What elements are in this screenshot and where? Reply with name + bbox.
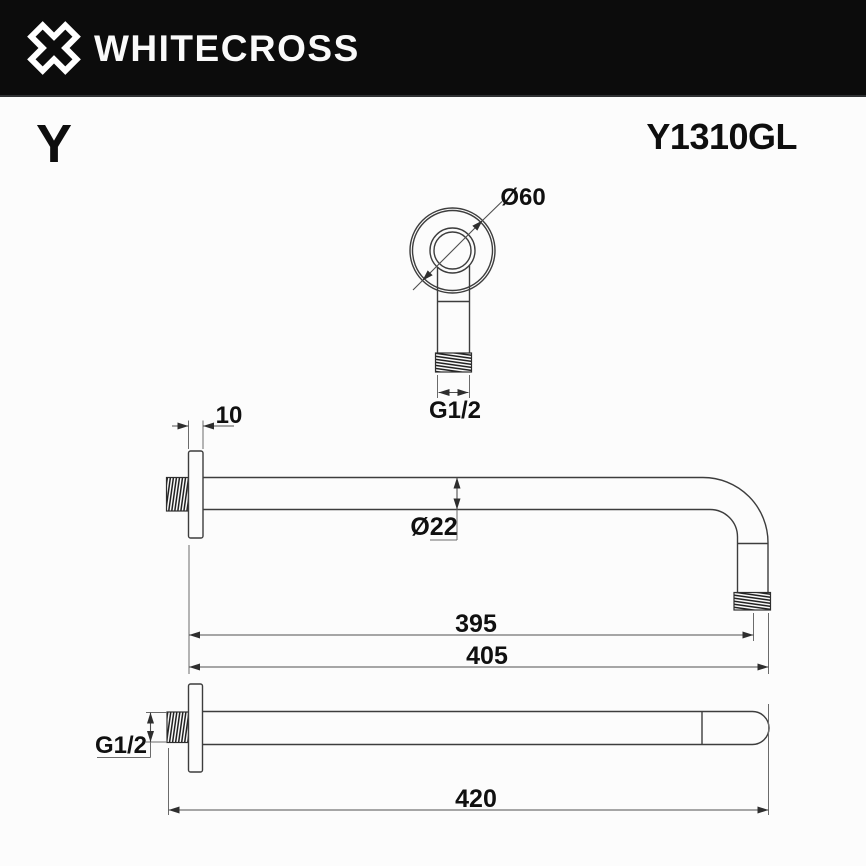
dim-label-thread-top: G1/2 [428, 397, 482, 424]
thread-hatch [734, 593, 771, 611]
model-code: Y1310GL [646, 116, 797, 157]
wall-flange [189, 684, 203, 772]
thread-hatch [167, 478, 189, 512]
dim-label-diameter-60: Ø60 [500, 184, 546, 211]
thread-hatch [436, 353, 472, 372]
dim-label-flange-thickness: 10 [215, 402, 243, 429]
top-view-escutcheon [410, 202, 502, 399]
brand-name: WHITECROSS [94, 27, 360, 69]
dim-label-395: 395 [455, 610, 497, 638]
dim-label-405: 405 [466, 642, 508, 670]
wall-flange [189, 451, 204, 538]
dim-label-pipe-diameter: Ø22 [410, 513, 458, 541]
series-letter: Y [36, 114, 73, 174]
dim-label-420: 420 [455, 785, 497, 813]
dim-label-thread-bottom: G1/2 [94, 732, 148, 759]
